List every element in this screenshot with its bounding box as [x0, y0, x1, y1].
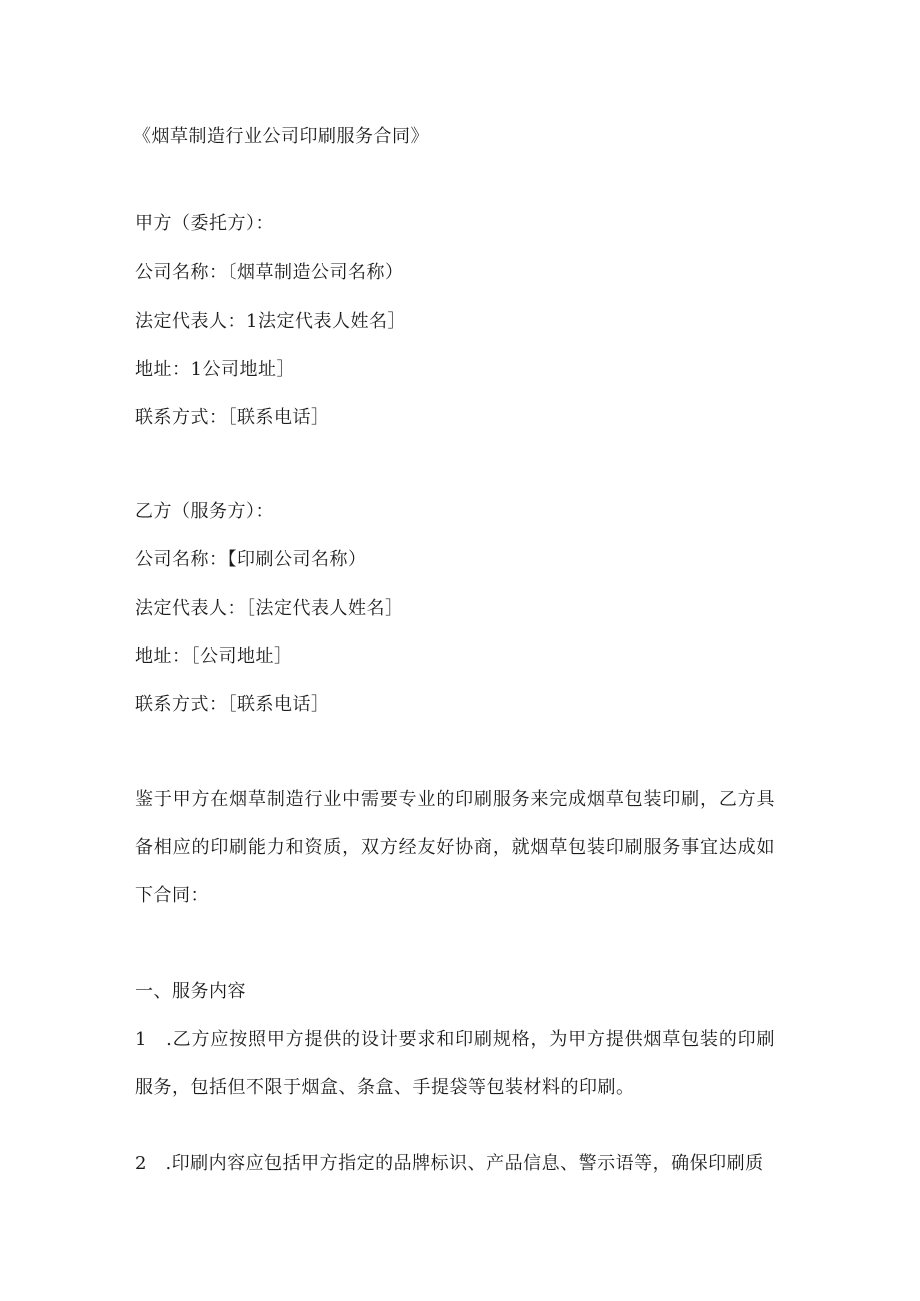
party-b-company: 公司名称：【印刷公司名称）	[135, 549, 367, 570]
document-title: 《烟草制造行业公司印刷服务合同》	[133, 126, 429, 147]
party-a-heading: 甲方（委托方）：	[135, 213, 274, 234]
party-b-heading: 乙方（服务方）：	[135, 501, 274, 522]
party-b-contact: 联系方式：［联系电话］	[135, 694, 330, 715]
preamble-paragraph: 鉴于甲方在烟草制造行业中需要专业的印刷服务来完成烟草包装印刷，乙方具备相应的印刷能力和资质，双方经友好协商，就烟草包装印刷服务事宜达成如下合同：	[135, 789, 775, 906]
party-b-address: 地址：［公司地址］	[135, 646, 293, 667]
party-a-address: 地址：1公司地址］	[135, 359, 295, 380]
section-1-heading: 一、服务内容	[135, 981, 246, 1002]
section-1-item-1: 1 .乙方应按照甲方提供的设计要求和印刷规格，为甲方提供烟草包装的印刷服务，包括但不限于烟盒、条盒、手提袋等包装材料的印刷。	[135, 1029, 775, 1098]
party-b-legal-rep: 法定代表人：［法定代表人姓名］	[135, 598, 404, 619]
section-1-item-2: 2 .印刷内容应包括甲方指定的品牌标识、产品信息、警示语等，确保印刷质	[135, 1153, 764, 1174]
party-a-company: 公司名称：〔烟草制造公司名称）	[135, 262, 404, 283]
party-a-legal-rep: 法定代表人：1法定代表人姓名］	[135, 311, 406, 332]
party-a-contact: 联系方式：［联系电话］	[135, 407, 330, 428]
